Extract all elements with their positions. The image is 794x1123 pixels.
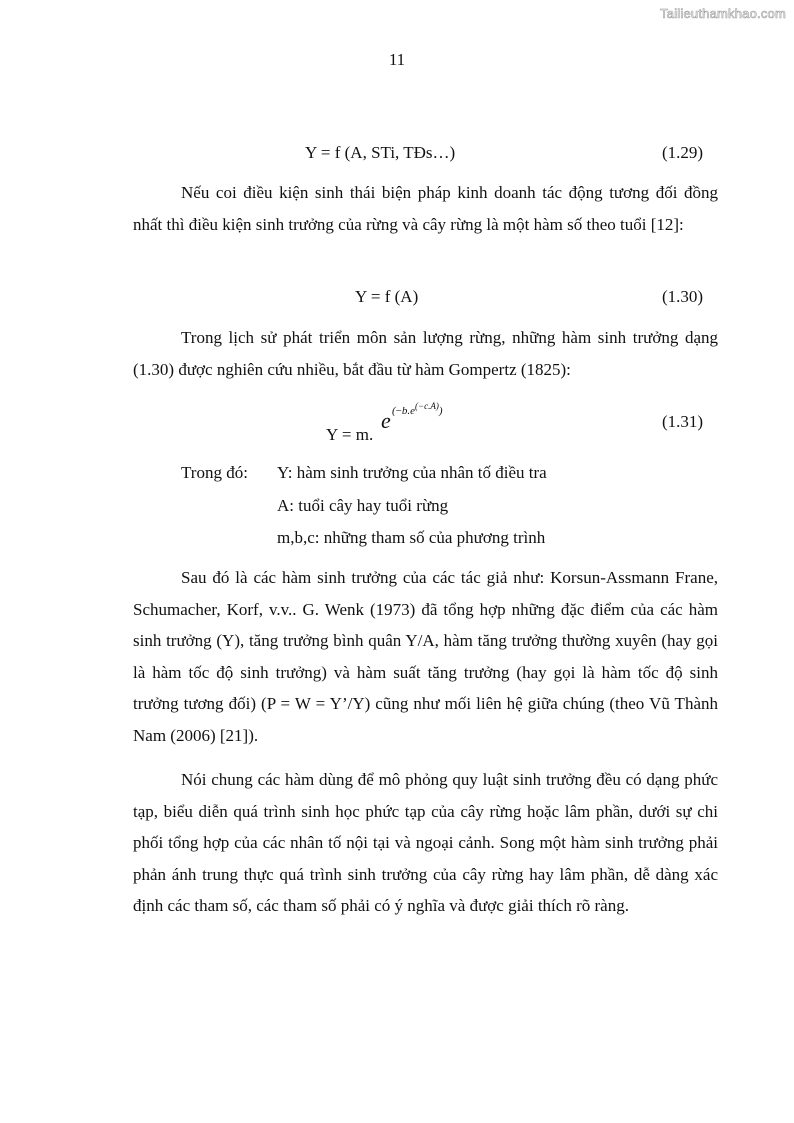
equation-1-30 [0, 287, 794, 311]
equation-1-29 [0, 143, 794, 167]
exponent-open-paren: ( [392, 405, 396, 417]
paragraph-4: Nói chung các hàm dùng để mô phỏng quy luật sinh trưởng đều có dạng phức tạp, biểu diễn quá trình sinh học phức tạp của cây rừng hoặc lâm phần, dưới sự chi phối tổng hợp của các nhân tố nội tại và ngoại cảnh. Song một hàm sinh trưởng phải phản ánh trung thực quá trình sinh trưởng của cây rừng hay lâm phần, dễ dàng xác định các tham số, các tham số phải có ý nghĩa và được giải thích rõ ràng. [133, 770, 718, 915]
equation-1-31-number: (1.31) [662, 412, 704, 431]
paragraph-2: Trong lịch sử phát triển môn sản lượng rừng, những hàm sinh trưởng dạng (1.30) được nghiên cứu nhiều, bắt đầu từ hàm Gompertz (1825): [133, 328, 718, 379]
where-label: Trong đó: [181, 463, 248, 482]
exponent-close-paren: ) [438, 405, 443, 417]
paragraph-3: Sau đó là các hàm sinh trưởng của các tác giả như: Korsun-Assmann Frane, Schumacher, Korf, v.v.. G. Wenk (1973) đã tổng hợp những đặc điểm của các hàm sinh trưởng (Y), tăng trưởng bình quân Y/A, hàm tăng trưởng thường xuyên (hay gọi là hàm tốc độ sinh trưởng) và hàm suất tăng trưởng (hay gọi là hàm tốc độ sinh trưởng tương đối) (P = W = Y’/Y) cũng như mối liên hệ giữa chúng (theo Vũ Thành Nam (2006) [21]). [133, 568, 718, 745]
exponent-minus: − [395, 405, 402, 417]
equation-1-31-prefix: Y = m. [326, 425, 374, 444]
equation-1-30-number: (1.30) [662, 287, 704, 306]
equation-1-31-exponent [392, 401, 443, 417]
watermark-text: Tailieuthamkhao.com [660, 6, 786, 21]
equation-1-29-number: (1.29) [662, 143, 704, 162]
equation-1-31 [0, 400, 794, 450]
paragraph-1: Nếu coi điều kiện sinh thái biện pháp kinh doanh tác động tương đối đồng nhất thì điều kiện sinh trưởng của rừng và cây rừng là một hàm số theo tuổi [12]: [133, 183, 718, 234]
exponent-dot: . [407, 405, 411, 417]
equation-1-29-expression: Y = f (A, STi, TĐs…) [305, 143, 456, 162]
equation-1-30-expression: Y = f (A) [355, 287, 419, 306]
exponent-inner: (−c.A) [415, 401, 439, 411]
exponent-b: b [401, 405, 408, 417]
where-item-a: A: tuổi cây hay tuổi rừng [277, 496, 449, 515]
where-item-mbc: m,b,c: những tham số của phương trình [277, 528, 546, 547]
page-number: 11 [388, 50, 406, 69]
equation-1-31-base-e: e [381, 408, 391, 433]
exponent-e: e [410, 405, 416, 417]
where-item-y: Y: hàm sinh trưởng của nhân tố điều tra [277, 463, 547, 482]
